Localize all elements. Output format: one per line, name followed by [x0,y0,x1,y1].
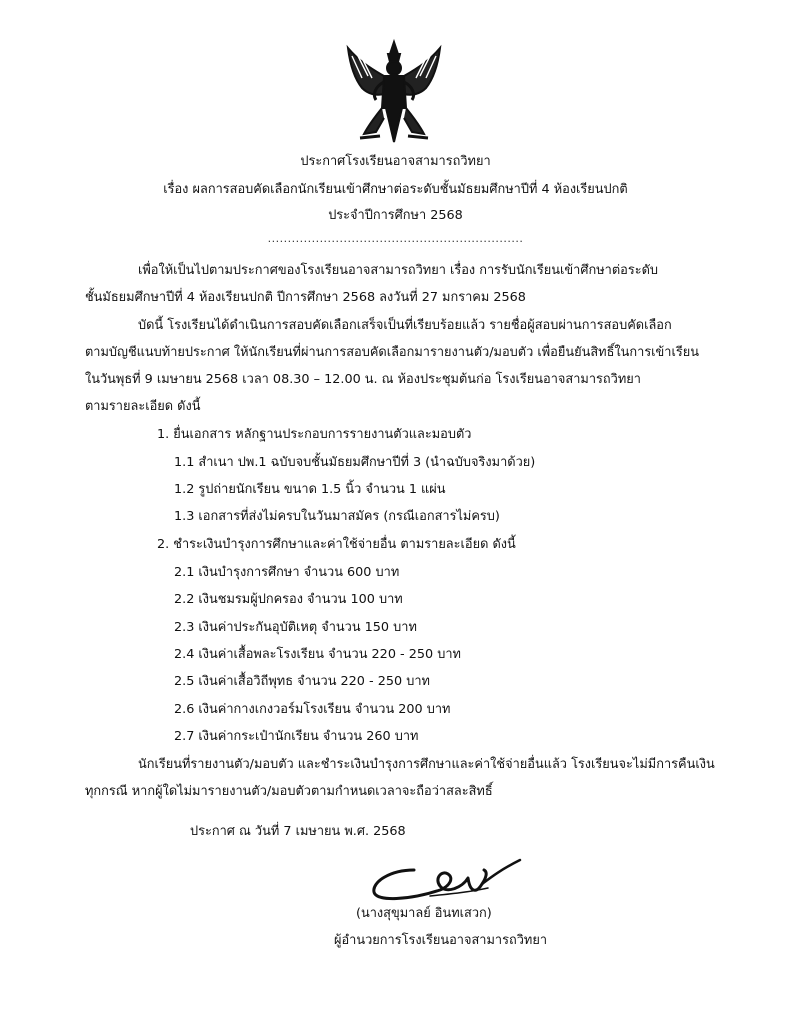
list-item: 2.2 เงินชมรมผู้ปกครอง จำนวน 100 บาท [174,592,403,607]
academic-year: ประจำปีการศึกษา 2568 [328,208,463,223]
list-item: 1.3 เอกสารที่ส่งไม่ครบในวันมาสมัคร (กรณีเอกสารไม่ครบ) [174,509,500,524]
announcement-subject: เรื่อง ผลการสอบคัดเลือกนักเรียนเข้าศึกษาต่อระดับชั้นมัธยมศึกษาปีที่ 4 ห้องเรียนปกติ [163,182,628,197]
list-item: 2.4 เงินค่าเสื้อพละโรงเรียน จำนวน 220 - 250 บาท [174,647,461,662]
list-item: 2.7 เงินค่ากระเป๋านักเรียน จำนวน 260 บาท [174,729,419,744]
signature-icon [370,848,530,908]
header-divider: ................................................................ [267,232,524,245]
section2-title: 2. ชำระเงินบำรุงการศึกษาและค่าใช้จ่ายอื่น ตามรายละเอียด ดังนี้ [157,537,516,552]
garuda-emblem-icon [340,38,448,150]
paragraph2-line2: ตามบัญชีแนบท้ายประกาศ ให้นักเรียนที่ผ่านการสอบคัดเลือกมารายงานตัว/มอบตัว เพื่อยืนยันสิทธิ์ในการเข้าเรียน [85,345,699,360]
list-item: 2.5 เงินค่าเสื้อวิถีพุทธ จำนวน 220 - 250 บาท [174,674,430,689]
paragraph2-line4: ตามรายละเอียด ดังนี้ [85,399,201,414]
paragraph2-line3: ในวันพุธที่ 9 เมษายน 2568 เวลา 08.30 – 12.00 น. ณ ห้องประชุมต้นก่อ โรงเรียนอาจสามารถวิทยา [85,372,641,387]
signer-name: (นางสุขุมาลย์ อินทเสวก) [356,906,492,921]
section1-title: 1. ยื่นเอกสาร หลักฐานประกอบการรายงานตัวและมอบตัว [157,427,472,442]
list-item: 2.1 เงินบำรุงการศึกษา จำนวน 600 บาท [174,565,400,580]
paragraph2-line1: บัดนี้ โรงเรียนได้ดำเนินการสอบคัดเลือกเสร็จเป็นที่เรียบร้อยแล้ว รายชื่อผู้สอบผ่านการสอบคัดเลือก [138,318,672,333]
list-item: 1.1 สำเนา ปพ.1 ฉบับจบชั้นมัธยมศึกษาปีที่ 3 (นำฉบับจริงมาด้วย) [174,455,536,470]
announcement-heading: ประกาศโรงเรียนอาจสามารถวิทยา [300,154,491,169]
closing-line1: นักเรียนที่รายงานตัว/มอบตัว และชำระเงินบำรุงการศึกษาและค่าใช้จ่ายอื่นแล้ว โรงเรียนจะไม่มีการคืนเงิน [138,757,715,772]
list-item: 2.3 เงินค่าประกันอุบัติเหตุ จำนวน 150 บาท [174,620,417,635]
paragraph1-line1: เพื่อให้เป็นไปตามประกาศของโรงเรียนอาจสามารถวิทยา เรื่อง การรับนักเรียนเข้าศึกษาต่อระดับ [138,263,659,278]
list-item: 2.6 เงินค่ากางเกงวอร์มโรงเรียน จำนวน 200 บาท [174,702,451,717]
paragraph1-line2: ชั้นมัธยมศึกษาปีที่ 4 ห้องเรียนปกติ ปีการศึกษา 2568 ลงวันที่ 27 มกราคม 2568 [85,290,526,305]
list-item: 1.2 รูปถ่ายนักเรียน ขนาด 1.5 นิ้ว จำนวน 1 แผ่น [174,482,446,497]
announcement-date: ประกาศ ณ วันที่ 7 เมษายน พ.ศ. 2568 [190,824,406,839]
closing-line2: ทุกกรณี หากผู้ใดไม่มารายงานตัว/มอบตัวตามกำหนดเวลาจะถือว่าสละสิทธิ์ [85,784,493,799]
signer-title: ผู้อำนวยการโรงเรียนอาจสามารถวิทยา [334,933,548,948]
